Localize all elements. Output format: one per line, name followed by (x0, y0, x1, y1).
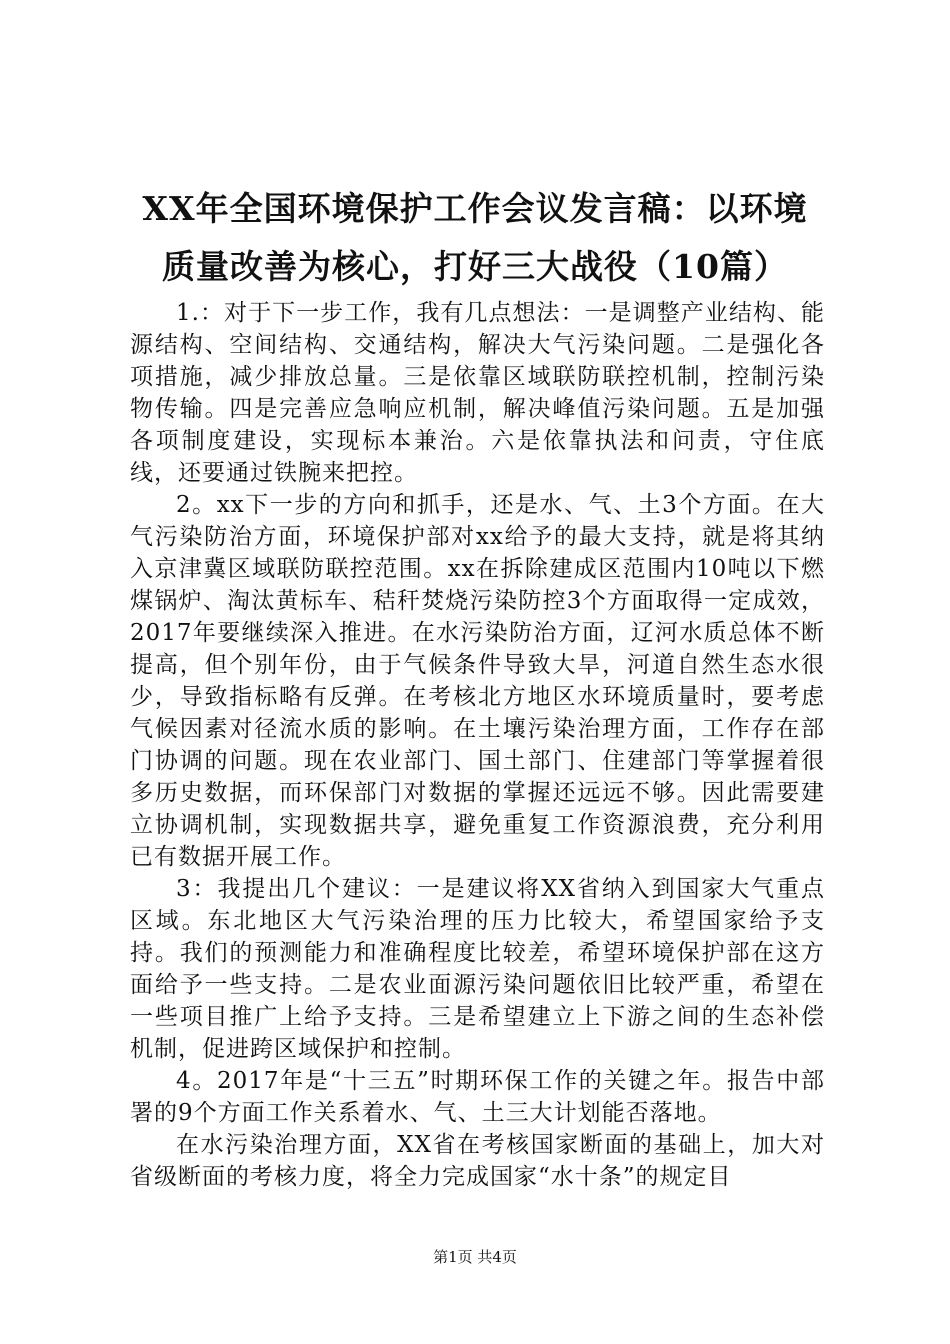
paragraph-5: 在水污染治理方面，XX省在考核国家断面的基础上，加大对省级断面的考核力度，将全力完成国家“水十条”的规定目 (130, 1132, 825, 1190)
paragraph-2: 2。xx下一步的方向和抓手，还是水、气、土3个方面。在大气污染防治方面，环境保护部对xx给予的最大支持，就是将其纳入京津冀区域联防联控范围。xx在拆除建成区范围内10吨以下燃煤锅炉、淘汰黄标车、秸秆焚烧污染防控3个方面取得一定成效，2017年要继续深入推进。在水污染防治方面，辽河水质总体不断提高，但个别年份，由于气候条件导致大旱，河道自然生态水很少，导致指标略有反弹。在考核北方地区水环境质量时，要考虑气候因素对径流水质的影响。在土壤污染治理方面，工作存在部门协调的问题。现在农业部门、国土部门、住建部门等掌握着很多历史数据，而环保部门对数据的掌握还远远不够。因此需要建立协调机制，实现数据共享，避免重复工作资源浪费，充分利用已有数据开展工作。 (130, 492, 825, 870)
title-line-1: XX年全国环境保护工作会议发言稿：以环境 (142, 189, 808, 228)
title-line-2: 质量改善为核心，打好三大战役（10篇） (162, 247, 788, 286)
page-number-footer: 第1页 共4页 (433, 1248, 517, 1266)
document-body (130, 297, 825, 1193)
document-title (110, 180, 840, 296)
paragraph-3: 3：我提出几个建议：一是建议将XX省纳入到国家大气重点区域。东北地区大气污染治理的压力比较大，希望国家给予支持。我们的预测能力和准确程度比较差，希望环境保护部在这方面给予一些支持。二是农业面源污染问题依旧比较严重，希望在一些项目推广上给予支持。三是希望建立上下游之间的生态补偿机制，促进跨区域保护和控制。 (130, 876, 825, 1062)
paragraph-1: 1.：对于下一步工作，我有几点想法：一是调整产业结构、能源结构、空间结构、交通结构，解决大气污染问题。二是强化各项措施，减少排放总量。三是依靠区域联防联控机制，控制污染物传输。四是完善应急响应机制，解决峰值污染问题。五是加强各项制度建设，实现标本兼治。六是依靠执法和问责，守住底线，还要通过铁腕来把控。 (130, 300, 825, 486)
paragraph-4: 4。2017年是“十三五”时期环保工作的关键之年。报告中部署的9个方面工作关系着水、气、土三大计划能否落地。 (130, 1068, 825, 1126)
